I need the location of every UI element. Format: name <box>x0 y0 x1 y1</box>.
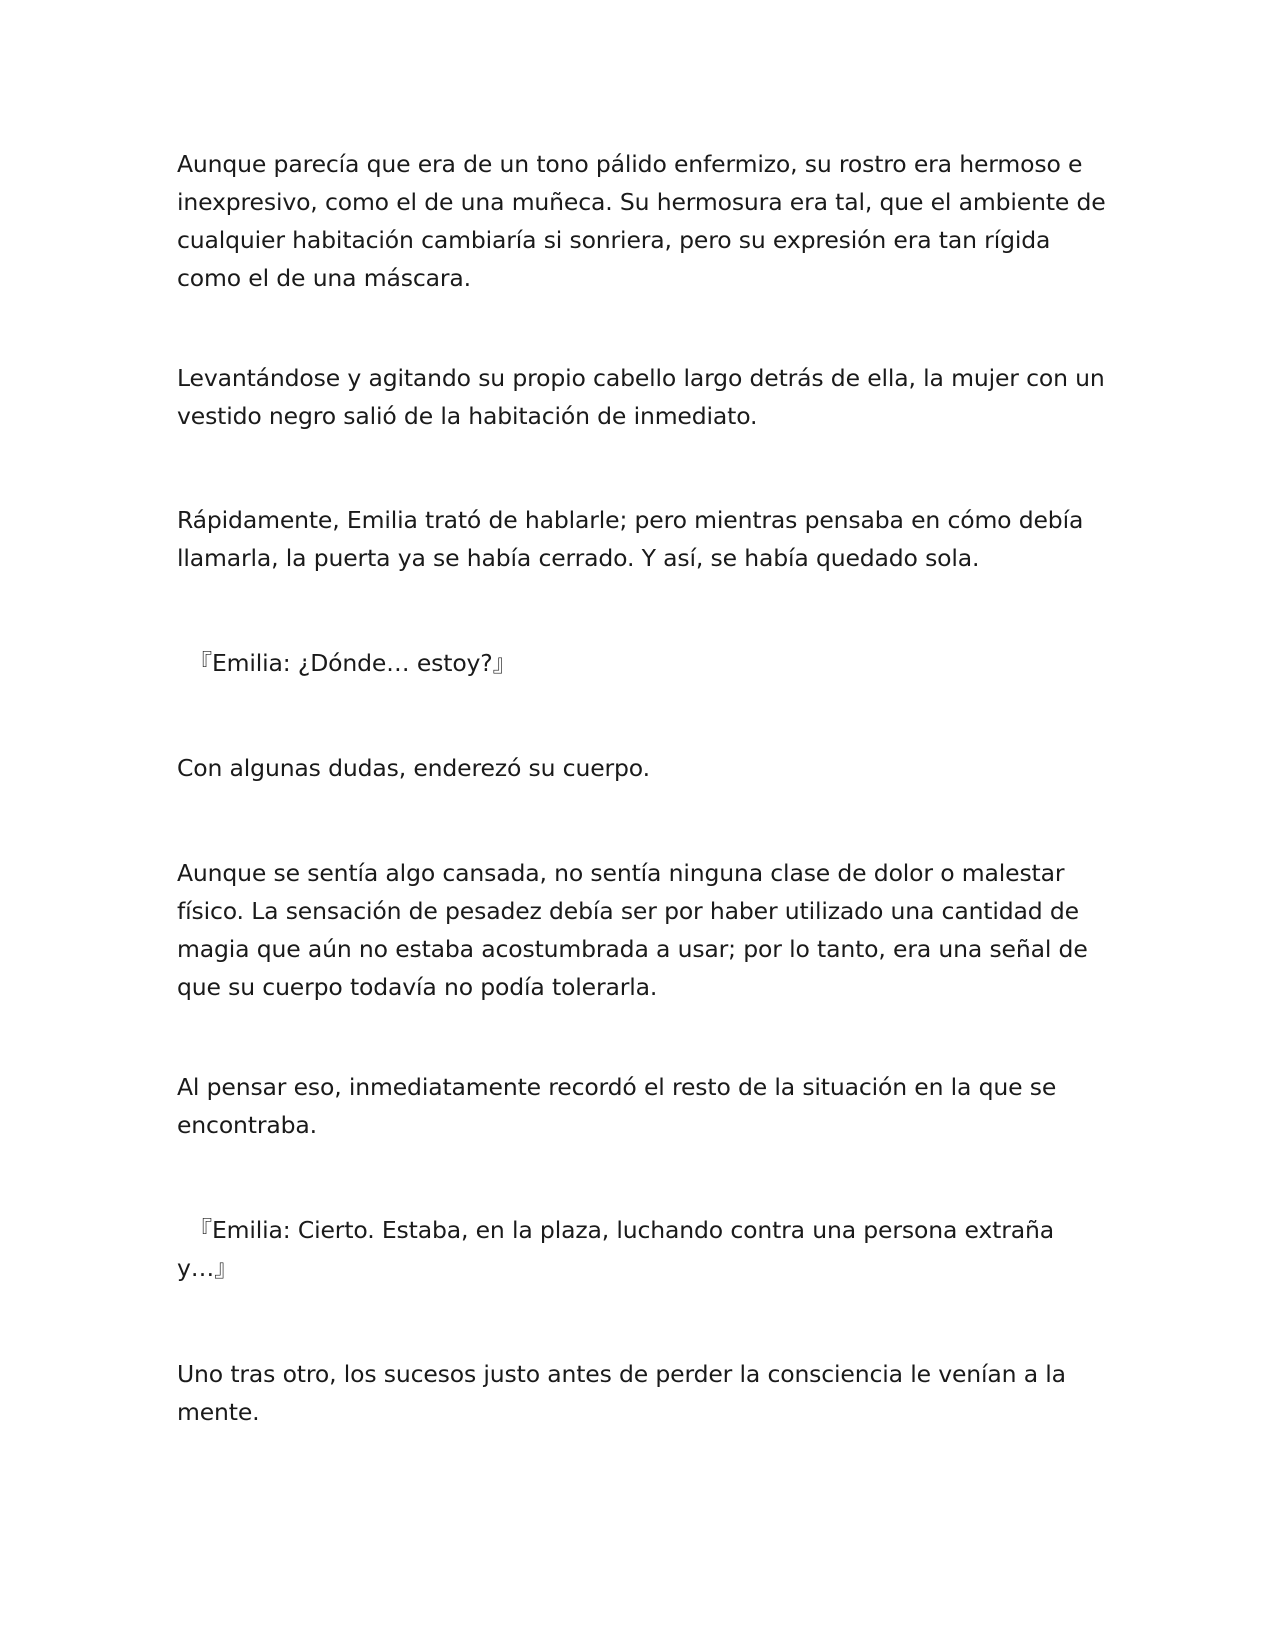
paragraph-straightened-body: Con algunas dudas, enderezó su cuerpo. <box>177 754 650 782</box>
paragraph-face-description: Aunque parecía que era de un tono pálido enfermizo, su rostro era hermoso e inexpresivo, como el de una muñeca. Su hermosura era tal, que el ambiente de cualquier habitación cambiaría si sonriera, pero su expresión era tan rígida como el de una máscara. <box>177 150 1106 292</box>
paragraph-remembered: Al pensar eso, inmediatamente recordó el resto de la situación en la que se encontraba. <box>177 1073 1057 1139</box>
paragraph-emilia-alone: Rápidamente, Emilia trató de hablarle; pero mientras pensaba en cómo debía llamarla, la puerta ya se había cerrado. Y así, se había quedado sola. <box>177 506 1084 572</box>
paragraph-events-return: Uno tras otro, los sucesos justo antes de perder la consciencia le venían a la mente. <box>177 1360 1066 1426</box>
dialogue-where-am-i: 『Emilia: ¿Dónde… estoy?』 <box>177 649 516 677</box>
paragraph-tiredness: Aunque se sentía algo cansada, no sentía ninguna clase de dolor o malestar físico. La sensación de pesadez debía ser por haber utilizado una cantidad de magia que aún no estaba acostumbrada a usar; por lo tanto, era una señal de que su cuerpo todavía no podía tolerarla. <box>177 859 1088 1001</box>
dialogue-plaza-fight: 『Emilia: Cierto. Estaba, en la plaza, luchando contra una persona extraña y…』 <box>177 1216 1054 1282</box>
paragraph-woman-leaves: Levantándose y agitando su propio cabello largo detrás de ella, la mujer con un vestido negro salió de la habitación de inmediato. <box>177 364 1105 430</box>
